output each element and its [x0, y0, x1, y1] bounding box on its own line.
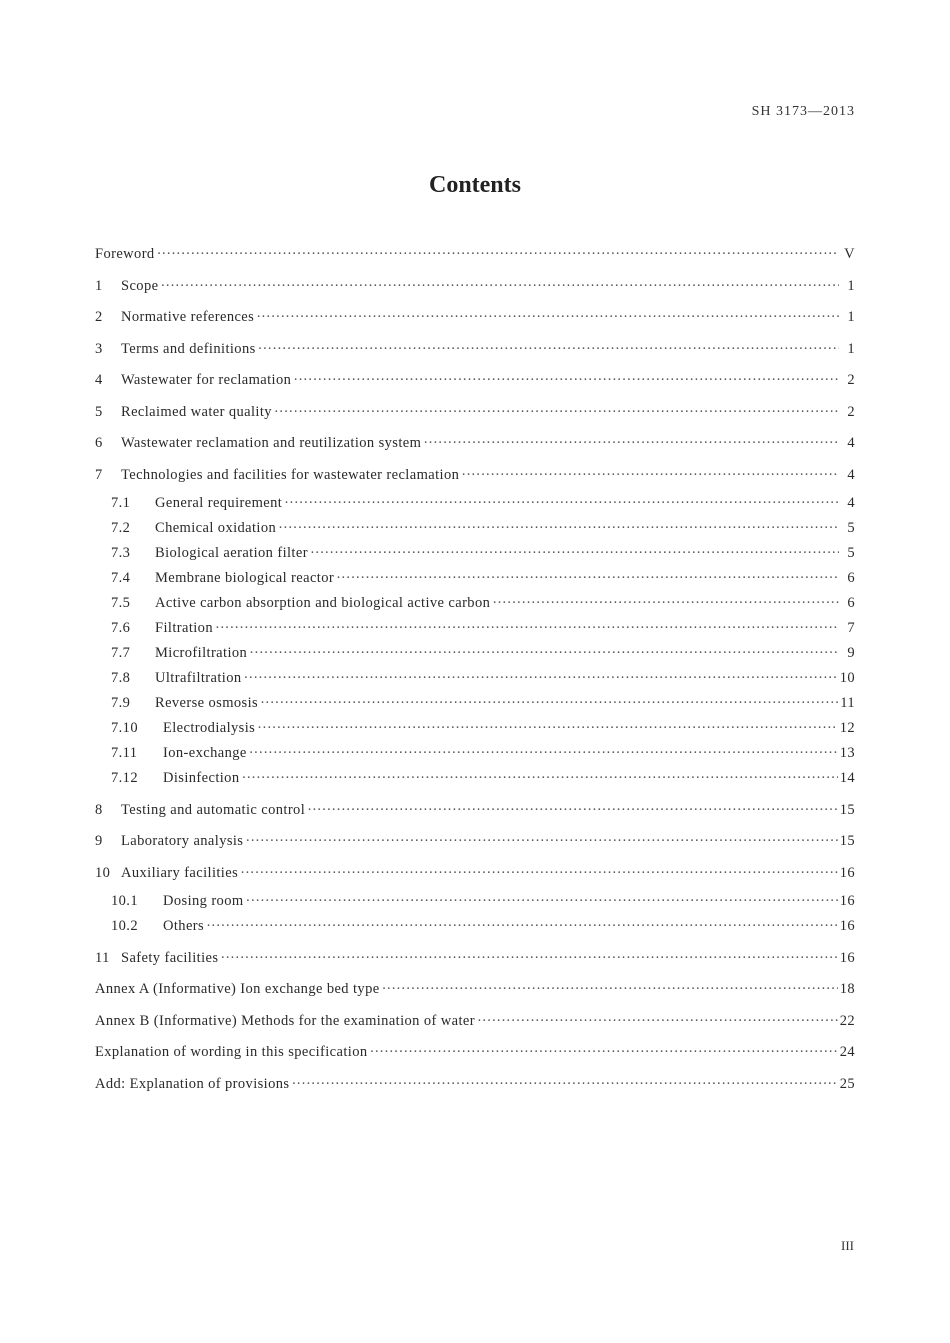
toc-entry-page: 5	[847, 544, 855, 561]
toc-entry-title: Microfiltration	[155, 644, 248, 661]
dot-leader	[382, 981, 838, 998]
toc-entry[interactable]	[95, 833, 855, 857]
toc-entry-number: 4	[95, 372, 103, 388]
toc-entry[interactable]	[95, 720, 855, 744]
toc-entry-page: 22	[839, 1012, 855, 1029]
toc-entry[interactable]	[95, 745, 855, 769]
dot-leader	[160, 278, 839, 295]
dot-leader	[284, 495, 839, 512]
toc-entry-number: 10.2	[111, 917, 138, 934]
toc-entry-page: 2	[847, 372, 855, 388]
toc-entry-title: Wastewater for reclamation	[121, 372, 292, 388]
dot-leader	[249, 645, 839, 662]
toc-entry-page: 1	[847, 277, 855, 294]
standard-code: SH 3173—2013	[751, 104, 855, 119]
dot-leader	[244, 670, 838, 687]
toc-entry-number: 10	[95, 864, 111, 881]
page-number: III	[841, 1238, 854, 1253]
toc-entry-number: 6	[95, 435, 103, 451]
toc-entry-page: 15	[839, 833, 855, 849]
toc-entry-page: 5	[847, 519, 855, 536]
dot-leader	[370, 1044, 838, 1061]
toc-entry-page: 7	[847, 619, 855, 636]
dot-leader	[278, 520, 839, 537]
toc-entry-number: 7.4	[111, 569, 131, 586]
toc-entry-page: 16	[839, 917, 855, 934]
toc-entry-page: 16	[839, 864, 855, 881]
table-of-contents	[95, 246, 855, 1107]
toc-entry[interactable]	[95, 865, 855, 889]
toc-entry-number: 8	[95, 801, 103, 818]
toc-entry-page: 6	[847, 594, 855, 611]
dot-leader	[477, 1013, 838, 1030]
toc-entry-number: 7.3	[111, 544, 131, 561]
toc-entry[interactable]	[95, 246, 855, 270]
toc-entry[interactable]	[95, 981, 855, 1005]
toc-entry-number: 7.2	[111, 519, 131, 536]
toc-entry[interactable]	[95, 695, 855, 719]
toc-entry-title: Annex B (Informative) Methods for the examination of water	[95, 1012, 475, 1029]
toc-entry-page: 11	[840, 694, 855, 711]
toc-entry-title: Filtration	[155, 619, 213, 636]
dot-leader	[307, 802, 838, 819]
toc-entry-page: 14	[839, 769, 855, 786]
toc-entry-title: Annex A (Informative) Ion exchange bed type	[95, 981, 380, 997]
dot-leader	[256, 309, 839, 326]
toc-entry-title: Membrane biological reactor	[155, 569, 335, 586]
toc-entry[interactable]	[95, 1044, 855, 1068]
toc-entry-title: Technologies and facilities for wastewater reclamation	[121, 466, 460, 483]
toc-entry[interactable]	[95, 893, 855, 917]
dot-leader	[293, 372, 839, 389]
toc-entry-title: Add: Explanation of provisions	[95, 1075, 290, 1092]
toc-entry-number: 7.6	[111, 619, 131, 636]
dot-leader	[257, 720, 838, 737]
toc-entry-title: Active carbon absorption and biological active carbon	[155, 594, 491, 611]
dot-leader	[310, 545, 839, 562]
toc-entry-page: 12	[839, 719, 855, 736]
toc-entry-title: Electrodialysis	[163, 719, 256, 736]
toc-entry-number: 9	[95, 833, 103, 849]
toc-entry-page: 6	[847, 569, 855, 586]
toc-entry[interactable]	[95, 645, 855, 669]
toc-entry[interactable]	[95, 595, 855, 619]
toc-entry-page: 25	[839, 1075, 855, 1092]
toc-entry-page: 4	[847, 466, 855, 483]
dot-leader	[206, 918, 838, 935]
toc-entry-page: 24	[839, 1044, 855, 1060]
toc-entry-number: 3	[95, 340, 103, 357]
toc-entry-title: Wastewater reclamation and reutilization system	[121, 435, 422, 451]
toc-entry-number: 7	[95, 466, 103, 483]
toc-entry-title: Explanation of wording in this specification	[95, 1044, 368, 1060]
toc-entry-number: 7.1	[111, 494, 131, 511]
toc-entry-title: Auxiliary facilities	[121, 864, 239, 881]
toc-entry-title: Scope	[121, 277, 159, 294]
toc-entry-number: 5	[95, 403, 103, 420]
dot-leader	[291, 1076, 837, 1093]
toc-entry-number: 7.8	[111, 669, 131, 686]
toc-entry[interactable]	[95, 435, 855, 459]
dot-leader	[246, 893, 838, 910]
toc-entry-title: Ion-exchange	[163, 744, 247, 761]
toc-entry-number: 7.5	[111, 594, 131, 611]
toc-entry-title: Others	[163, 917, 205, 934]
toc-entry-page: 16	[839, 949, 855, 966]
page-title: Contents	[428, 172, 521, 198]
toc-entry-page: 13	[839, 744, 855, 761]
dot-leader	[492, 595, 839, 612]
dot-leader	[245, 833, 837, 850]
toc-entry-number: 10.1	[111, 892, 138, 909]
toc-entry[interactable]	[95, 570, 855, 594]
toc-entry-page: 15	[839, 801, 855, 818]
toc-entry[interactable]	[95, 770, 855, 794]
toc-entry-number: 7.12	[111, 769, 138, 786]
toc-entry[interactable]	[95, 520, 855, 544]
dot-leader	[274, 404, 839, 421]
dot-leader	[336, 570, 839, 587]
toc-entry-title: Disinfection	[163, 769, 240, 786]
toc-entry[interactable]	[95, 670, 855, 694]
toc-entry-title: Ultrafiltration	[155, 669, 242, 686]
toc-entry[interactable]	[95, 950, 855, 974]
toc-entry[interactable]	[95, 341, 855, 365]
toc-entry[interactable]	[95, 278, 855, 302]
toc-entry-page: V	[844, 246, 855, 262]
toc-entry-page: 2	[847, 403, 855, 420]
toc-entry-title: Testing and automatic control	[121, 801, 306, 818]
dot-leader	[220, 950, 837, 967]
toc-entry-page: 4	[847, 494, 855, 511]
toc-entry[interactable]	[95, 620, 855, 644]
toc-entry-page: 9	[847, 644, 855, 661]
dot-leader	[241, 770, 837, 787]
dot-leader	[240, 865, 838, 882]
toc-entry-title: Normative references	[121, 309, 255, 325]
dot-leader	[157, 246, 839, 263]
toc-entry-page: 4	[847, 435, 855, 451]
toc-entry-number: 7.11	[111, 744, 138, 761]
toc-entry-title: Dosing room	[163, 892, 244, 909]
toc-entry[interactable]	[95, 802, 855, 826]
toc-entry-title: Reclaimed water quality	[121, 403, 272, 420]
dot-leader	[461, 467, 839, 484]
dot-leader	[215, 620, 839, 637]
toc-entry-page: 18	[839, 981, 855, 997]
toc-entry-title: Laboratory analysis	[121, 833, 244, 849]
toc-entry[interactable]	[95, 309, 855, 333]
dot-leader	[258, 341, 839, 358]
toc-entry[interactable]	[95, 495, 855, 519]
toc-entry[interactable]	[95, 918, 855, 942]
toc-entry-page: 1	[847, 309, 855, 325]
toc-entry-page: 10	[839, 669, 855, 686]
toc-entry-title: Chemical oxidation	[155, 519, 277, 536]
toc-entry-title: Foreword	[95, 246, 155, 262]
toc-entry[interactable]	[95, 545, 855, 569]
toc-entry-page: 1	[847, 340, 855, 357]
toc-entry-title: General requirement	[155, 494, 283, 511]
toc-entry[interactable]	[95, 404, 855, 428]
toc-entry-number: 2	[95, 309, 103, 325]
toc-entry[interactable]	[95, 372, 855, 396]
toc-entry[interactable]	[95, 1076, 855, 1100]
toc-entry-title: Safety facilities	[121, 949, 219, 966]
toc-entry-number: 7.7	[111, 644, 131, 661]
toc-entry-number: 7.9	[111, 694, 131, 711]
dot-leader	[249, 745, 838, 762]
toc-entry-title: Reverse osmosis	[155, 694, 259, 711]
toc-entry[interactable]	[95, 1013, 855, 1037]
toc-entry-title: Biological aeration filter	[155, 544, 308, 561]
dot-leader	[260, 695, 838, 712]
toc-entry[interactable]	[95, 467, 855, 491]
dot-leader	[423, 435, 839, 452]
toc-entry-number: 1	[95, 277, 103, 294]
toc-entry-number: 7.10	[111, 719, 138, 736]
toc-entry-number: 11	[95, 949, 110, 966]
toc-entry-title: Terms and definitions	[121, 340, 256, 357]
toc-entry-page: 16	[839, 892, 855, 909]
